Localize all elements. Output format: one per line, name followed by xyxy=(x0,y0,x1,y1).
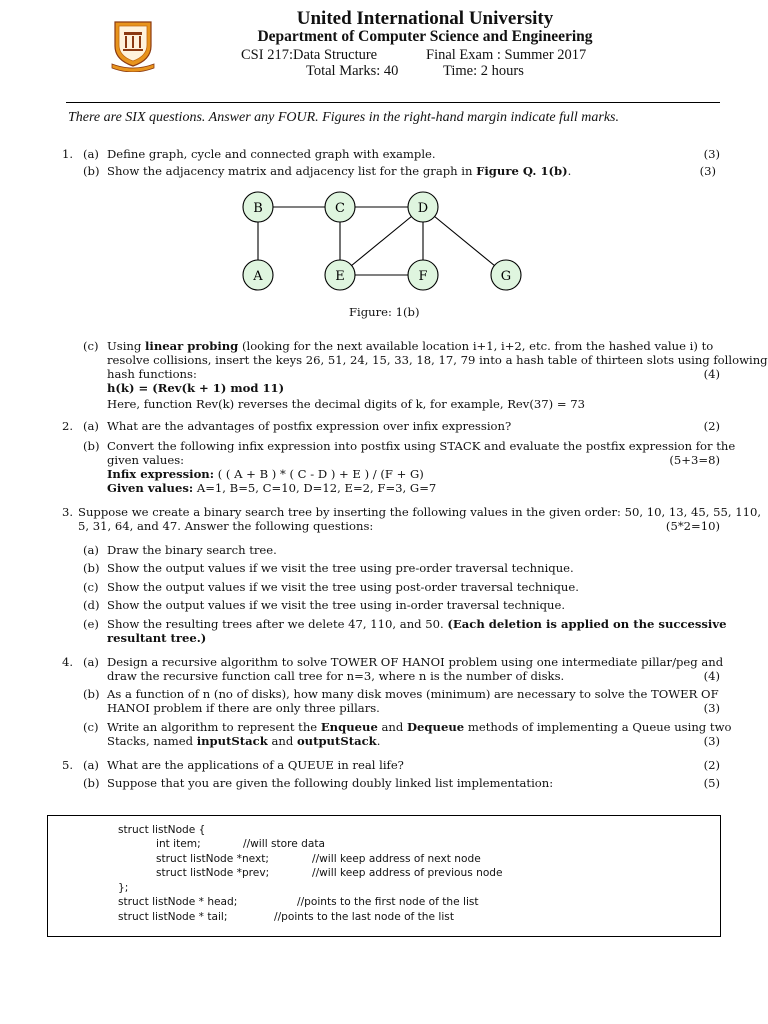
edge-d-e xyxy=(340,207,423,275)
q2b-label: (b) xyxy=(83,439,100,453)
node-a-label: A xyxy=(253,269,263,284)
q2b-given-label: Given values: xyxy=(107,481,194,495)
q3e-line1 xyxy=(107,617,726,631)
q1c-line1-pre: Using xyxy=(107,339,146,353)
q4c-line2-end: . xyxy=(376,734,381,748)
q1a-label: (a) xyxy=(83,147,99,161)
code-line-6a: struct listNode * head; xyxy=(118,896,238,908)
q4c-outputstack: outputStack xyxy=(296,734,377,748)
q1b-text-end: . xyxy=(567,164,572,178)
q4c-inputstack: inputStack xyxy=(196,734,268,748)
q3b-text: Show the output values if we visit the tree using pre-order traversal technique. xyxy=(107,561,574,575)
q5b-label: (b) xyxy=(83,776,100,790)
q2a-text: What are the advantages of postfix expression over infix expression? xyxy=(107,419,512,433)
code-line-7a: struct listNode * tail; xyxy=(118,911,228,923)
exam-instructions: There are SIX questions. Answer any FOUR. Figures in the right-hand margin indicate full marks. xyxy=(68,110,620,125)
q1c-line2: resolve collisions, insert the keys 26, 51, 24, 15, 33, 18, 17, 79 into a hash table of thirteen slots using following xyxy=(107,353,768,367)
q1a-text: Define graph, cycle and connected graph with example. xyxy=(107,147,436,161)
department-name: Department of Computer Science and Engineering xyxy=(257,28,593,45)
code-line-6b: //points to the first node of the list xyxy=(297,896,479,908)
q4c-line2-mid: and xyxy=(267,734,297,748)
q3e-bold1: (Each deletion is applied on the successive xyxy=(447,617,727,631)
q1a-marks: (3) xyxy=(703,147,720,161)
q3c-label: (c) xyxy=(83,580,99,594)
q4c-label: (c) xyxy=(83,720,99,734)
q1b-label: (b) xyxy=(83,164,100,178)
course-code: CSI 217:Data Structure xyxy=(241,47,378,63)
q3a-text: Draw the binary search tree. xyxy=(107,543,277,557)
node-c-label: C xyxy=(335,201,345,216)
q2a-label: (a) xyxy=(83,419,99,433)
q3-line2: 5, 31, 64, and 47. Answer the following questions: xyxy=(78,519,374,533)
q1-number: 1. xyxy=(62,147,74,161)
q4-number: 4. xyxy=(62,655,74,669)
q1c-line1 xyxy=(107,339,713,353)
q5a-label: (a) xyxy=(83,758,99,772)
q4c-enqueue: Enqueue xyxy=(320,720,378,734)
q2b-given-value: A=1, B=5, C=10, D=12, E=2, F=3, G=7 xyxy=(193,481,437,495)
q4c-dequeue: Dequeue xyxy=(407,720,465,734)
total-marks: Total Marks: 40 xyxy=(306,63,399,79)
q1c-linear-probing: linear probing xyxy=(145,339,239,353)
node-e-label: E xyxy=(335,269,345,284)
q2-number: 2. xyxy=(62,419,74,433)
q4b-marks: (3) xyxy=(703,701,720,715)
q4c-post: methods of implementing a Queue using two xyxy=(464,720,732,734)
q3e-label: (e) xyxy=(83,617,99,631)
edge-d-g xyxy=(423,207,506,275)
exam-time: Time: 2 hours xyxy=(443,63,524,79)
code-line-2b: //will store data xyxy=(243,838,326,850)
code-line-7b: //points to the last node of the list xyxy=(274,911,454,923)
q3-line1: Suppose we create a binary search tree by inserting the following values in the given order: 50, 10, 13, 45, 55, 110, xyxy=(78,505,762,519)
q1c-hash-formula: h(k) = (Rev(k + 1) mod 11) xyxy=(107,381,285,395)
q4c-mid: and xyxy=(377,720,407,734)
figure-caption: Figure: 1(b) xyxy=(349,305,420,319)
q2b-given xyxy=(107,481,436,495)
q5-number: 5. xyxy=(62,758,74,772)
q4b-line1: As a function of n (no of disks), how many disk moves (minimum) are necessary to solve the TOWER OF xyxy=(107,687,719,701)
graph-figure xyxy=(236,190,528,296)
code-line-3a: struct listNode *next; xyxy=(156,853,269,865)
code-line-5: }; xyxy=(118,882,129,894)
node-d-label: D xyxy=(417,201,429,216)
q3e-bold2: resultant tree.) xyxy=(107,631,207,645)
code-line-4b: //will keep address of previous node xyxy=(312,867,503,879)
q2b-infix-label: Infix expression: xyxy=(107,467,215,481)
code-line-3b: //will keep address of next node xyxy=(312,853,481,865)
q3b-label: (b) xyxy=(83,561,100,575)
code-line-4a: struct listNode *prev; xyxy=(156,867,270,879)
q4c-line1 xyxy=(107,720,731,734)
q3-marks: (5*2=10) xyxy=(665,519,720,533)
q3-number: 3. xyxy=(62,505,74,519)
exam-name: Final Exam : Summer 2017 xyxy=(426,47,587,63)
q2b-infix-value: ( ( A + B ) * ( C - D ) + E ) / (F + G) xyxy=(214,467,424,481)
q5a-text: What are the applications of a QUEUE in real life? xyxy=(107,758,404,772)
q4b-label: (b) xyxy=(83,687,100,701)
q5b-marks: (5) xyxy=(703,776,720,790)
q2b-marks: (5+3=8) xyxy=(669,453,720,467)
q5b-text: Suppose that you are given the following doubly linked list implementation: xyxy=(107,776,554,790)
q4a-marks: (4) xyxy=(703,669,720,683)
q1c-line1-post: (looking for the next available location i+1, i+2, etc. from the hashed value i) to xyxy=(238,339,714,353)
header-divider xyxy=(66,102,720,103)
q3a-label: (a) xyxy=(83,543,99,557)
q1c-marks: (4) xyxy=(703,367,720,381)
q3d-text: Show the output values if we visit the tree using in-order traversal technique. xyxy=(107,598,566,612)
q3c-text: Show the output values if we visit the tree using post-order traversal technique. xyxy=(107,580,579,594)
q4b-line2: HANOI problem if there are only three pillars. xyxy=(107,701,380,715)
university-logo xyxy=(110,16,156,72)
node-b-label: B xyxy=(253,201,263,216)
q2b-line2: given values: xyxy=(107,453,185,467)
q1b-marks: (3) xyxy=(699,164,716,178)
q3e-text: Show the resulting trees after we delete 47, 110, and 50. xyxy=(107,617,448,631)
q3d-label: (d) xyxy=(83,598,100,612)
q4a-line1: Design a recursive algorithm to solve TOWER OF HANOI problem using one intermediate pillar/peg and xyxy=(107,655,724,669)
q4c-line2-pre: Stacks, named xyxy=(107,734,197,748)
q5a-marks: (2) xyxy=(703,758,720,772)
q2a-marks: (2) xyxy=(703,419,720,433)
q4a-label: (a) xyxy=(83,655,99,669)
code-line-2a: int item; xyxy=(156,838,201,850)
node-f-label: F xyxy=(418,269,428,284)
q4a-line2: draw the recursive function call tree for n=3, where n is the number of disks. xyxy=(107,669,565,683)
q1b-text xyxy=(107,164,571,178)
university-name: United International University xyxy=(296,8,554,29)
q4c-marks: (3) xyxy=(703,734,720,748)
q1b-text-plain: Show the adjacency matrix and adjacency list for the graph in xyxy=(107,164,477,178)
q2b-line1: Convert the following infix expression into postfix using STACK and evaluate the postfix expression for the xyxy=(107,439,736,453)
node-g-label: G xyxy=(500,269,512,284)
q1c-label: (c) xyxy=(83,339,99,353)
q1c-line3: hash functions: xyxy=(107,367,197,381)
q2b-infix xyxy=(107,467,424,481)
q4c-line2 xyxy=(107,734,380,748)
q1c-line5: Here, function Rev(k) reverses the decimal digits of k, for example, Rev(37) = 73 xyxy=(107,397,585,411)
code-line-1: struct listNode { xyxy=(118,824,206,836)
q1b-figure-ref: Figure Q. 1(b) xyxy=(476,164,568,178)
q4c-pre: Write an algorithm to represent the xyxy=(107,720,321,734)
